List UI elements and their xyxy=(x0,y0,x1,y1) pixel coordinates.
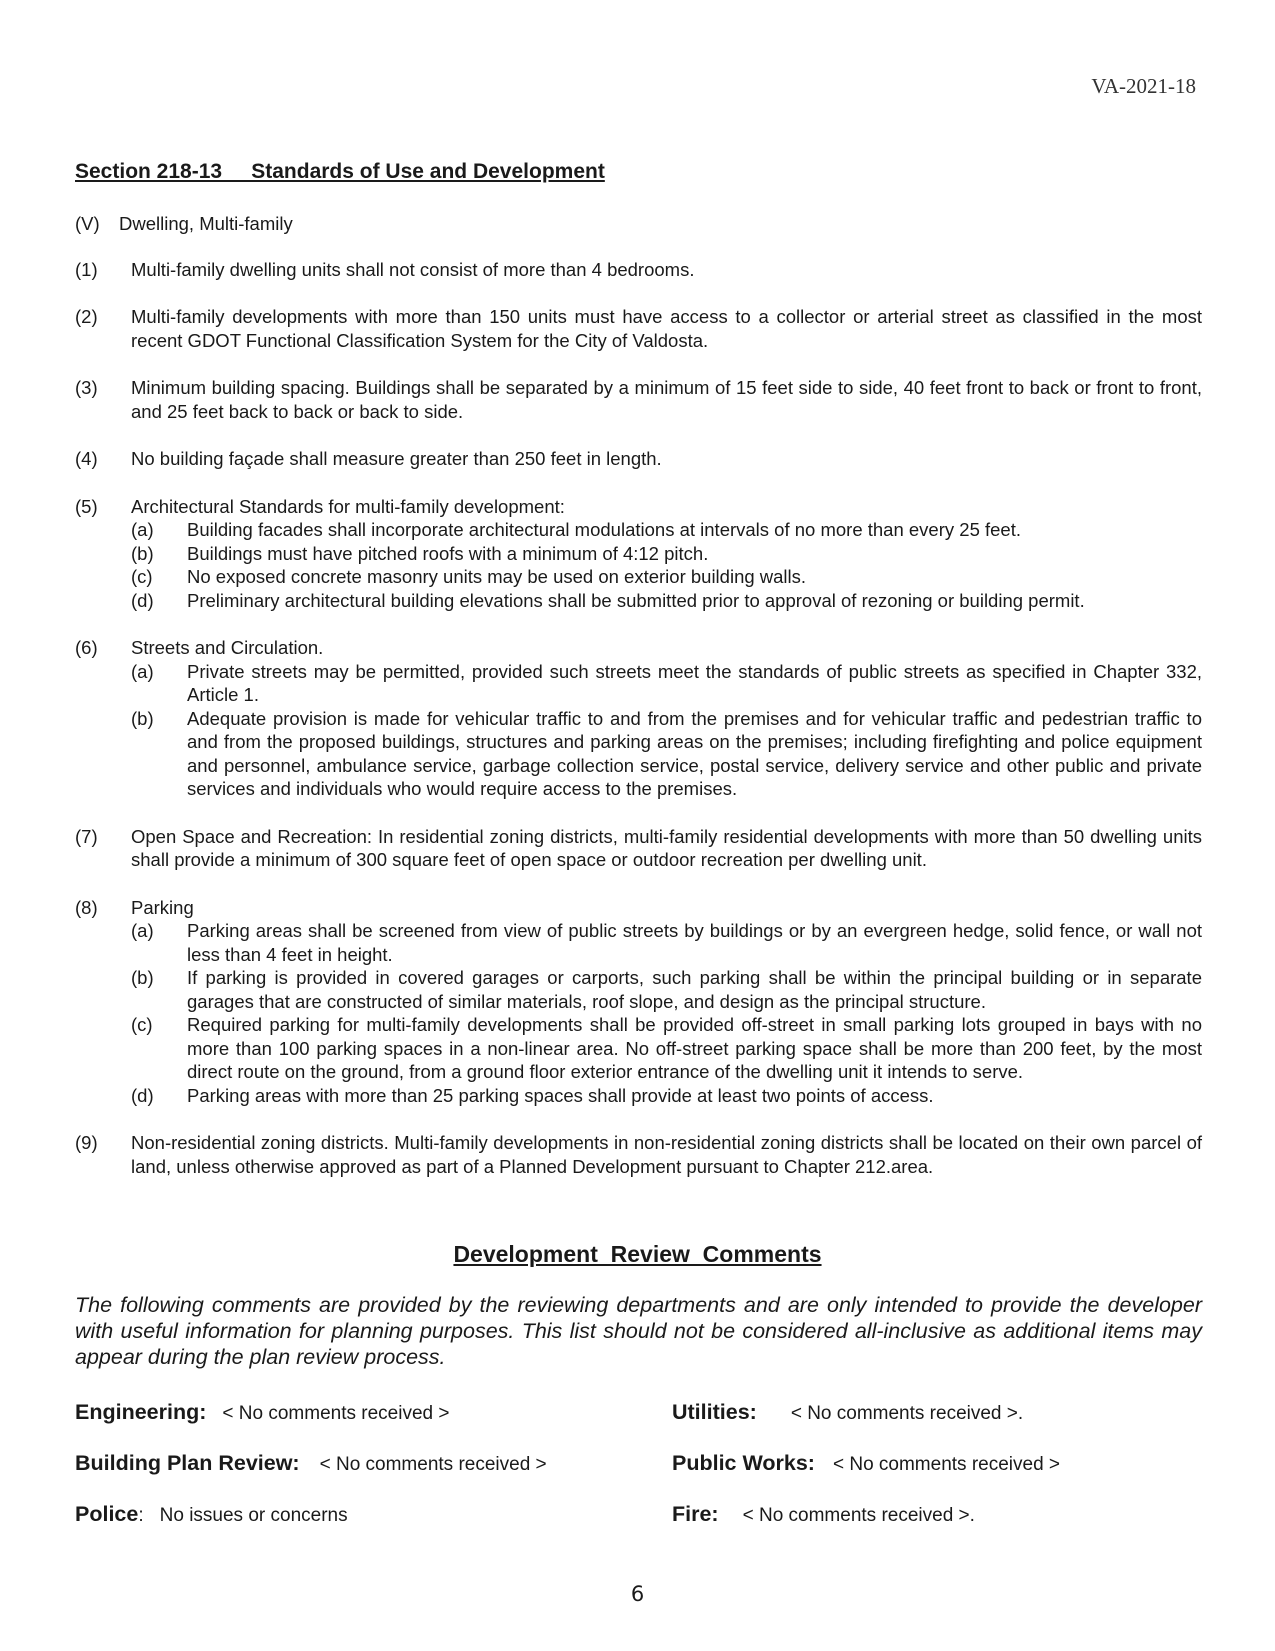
item-text: Multi-family developments with more than 150 units must have access to a collector or arterial street as classified in the most recent GDOT Functional Classification System for the City of Valdosta. xyxy=(131,306,1202,351)
comment-label-colon: : xyxy=(138,1505,144,1526)
comment-label: Engineering: xyxy=(75,1400,207,1424)
sub-item xyxy=(131,919,1202,966)
comment-value: < No comments received >. xyxy=(790,1403,1024,1424)
sub-item xyxy=(131,518,1202,542)
comment-value: < No comments received > xyxy=(222,1403,450,1424)
comment-label: Police xyxy=(75,1502,139,1526)
sub-text: No exposed concrete masonry units may be used on exterior building walls. xyxy=(187,566,807,587)
sub-text: Parking areas shall be screened from view of public streets by buildings or by an evergreen hedge, solid fence, or wall not less than 4 feet in height. xyxy=(187,920,1202,965)
comment-label: Fire: xyxy=(672,1502,719,1526)
subheading-label: (V) xyxy=(75,213,100,234)
sub-letter: (a) xyxy=(131,519,154,540)
item-9 xyxy=(75,1131,1202,1178)
item-text: Minimum building spacing. Buildings shall be separated by a minimum of 15 feet side to side, 40 feet front to back or front to front, and 25 feet back to back or back to side. xyxy=(131,377,1202,422)
comment-value: < No comments received > xyxy=(832,1454,1061,1475)
sub-letter: (d) xyxy=(131,589,154,611)
sub-item xyxy=(131,660,1202,707)
item-6 xyxy=(75,636,1202,801)
item-text: Parking xyxy=(131,896,194,918)
review-comments xyxy=(75,1400,1202,1553)
sub-letter: (a) xyxy=(131,920,154,941)
sub-item xyxy=(131,1084,1202,1108)
sub-text: Required parking for multi-family developments shall be provided off-street in small parking lots grouped in bays with no more than 100 parking spaces in a non-linear area. No off-street parking space shall be more than 200 feet, by the most direct route on the ground, from a ground floor exterior entrance of the dwelling unit it intends to serve. xyxy=(187,1014,1202,1082)
comment-public-works xyxy=(672,1451,1060,1476)
item-number: (5) xyxy=(75,495,98,517)
document-id: VA-2021-18 xyxy=(1091,74,1196,98)
subheading-text: Dwelling, Multi-family xyxy=(119,213,293,234)
comment-value: < No comments received > xyxy=(319,1454,547,1475)
item-4 xyxy=(75,447,1202,471)
item-number: (9) xyxy=(75,1132,98,1153)
sub-letter: (b) xyxy=(131,542,154,564)
sub-letter: (b) xyxy=(131,967,154,988)
comment-engineering xyxy=(75,1400,449,1425)
item-text: No building façade shall measure greater than 250 feet in length. xyxy=(131,448,662,469)
item-number: (8) xyxy=(75,896,98,918)
item-text: Multi-family dwelling units shall not consist of more than 4 bedrooms. xyxy=(131,258,695,280)
comment-label: Public Works: xyxy=(672,1451,815,1475)
subheading xyxy=(75,212,1202,236)
item-2 xyxy=(75,305,1202,352)
comment-value: < No comments received >. xyxy=(742,1505,975,1526)
comment-label: Utilities: xyxy=(672,1400,757,1424)
sub-item xyxy=(131,542,1202,566)
comment-fire xyxy=(672,1502,975,1527)
comment-value: No issues or concerns xyxy=(159,1505,348,1526)
item-number: (7) xyxy=(75,825,98,847)
comment-label: Building Plan Review: xyxy=(75,1451,300,1475)
comment-row xyxy=(75,1451,1202,1502)
item-text: Streets and Circulation. xyxy=(131,637,324,658)
review-intro: The following comments are provided by the reviewing departments and are only intended to provide the developer with useful information for planning purposes. This list should not be considered all-inclusive as additional items may appear during the plan review process. xyxy=(75,1293,1202,1369)
item-number: (4) xyxy=(75,448,98,469)
sub-text: Buildings must have pitched roofs with a minimum of 4:12 pitch. xyxy=(187,542,709,564)
item-1 xyxy=(75,258,1202,282)
item-number: (3) xyxy=(75,377,98,398)
page-number: 6 xyxy=(630,1582,645,1606)
sub-item xyxy=(131,707,1202,801)
sub-text: Adequate provision is made for vehicular traffic to and from the premises and for vehicular traffic and pedestrian traffic to and from the proposed buildings, structures and parking areas on the premises; including firefighting and police equipment and personnel, ambulance service, garbage collection service, postal service, delivery service and other public and private services and individuals who would require access to the premises. xyxy=(187,707,1202,799)
sub-text: Preliminary architectural building elevations shall be submitted prior to approval of rezoning or building permit. xyxy=(187,589,1085,611)
item-8 xyxy=(75,896,1202,1108)
item-text: Non-residential zoning districts. Multi-family developments in non-residential zoning districts shall be located on their own parcel of land, unless otherwise approved as part of a Planned Development pursuant to Chapter 212.area. xyxy=(131,1132,1202,1177)
review-title: Development Review Comments xyxy=(453,1241,822,1267)
sub-text: Building facades shall incorporate architectural modulations at intervals of no more than every 25 feet. xyxy=(187,519,1021,540)
item-number: (2) xyxy=(75,306,98,327)
sub-text: If parking is provided in covered garages or carports, such parking shall be within the principal building or in separate garages that are constructed of similar materials, roof slope, and design as the principal structure. xyxy=(187,967,1202,1012)
item-7 xyxy=(75,825,1202,872)
item-number: (6) xyxy=(75,637,98,658)
item-text: Architectural Standards for multi-family development: xyxy=(131,495,565,517)
sub-item xyxy=(131,565,1202,589)
sub-letter: (a) xyxy=(131,660,154,682)
sub-letter: (d) xyxy=(131,1084,154,1106)
sub-text: Parking areas with more than 25 parking spaces shall provide at least two points of access. xyxy=(187,1084,934,1106)
section-content xyxy=(75,212,1202,1202)
sub-letter: (c) xyxy=(131,1014,153,1035)
item-number: (1) xyxy=(75,258,98,280)
comment-row xyxy=(75,1400,1202,1451)
section-title: Section 218-13 Standards of Use and Development xyxy=(75,160,605,183)
sub-letter: (b) xyxy=(131,707,154,729)
comment-row xyxy=(75,1502,1202,1553)
sub-letter: (c) xyxy=(131,566,153,587)
item-5 xyxy=(75,495,1202,613)
comment-police xyxy=(75,1502,348,1527)
sub-item xyxy=(131,966,1202,1013)
sub-item xyxy=(131,589,1202,613)
comment-utilities xyxy=(672,1400,1023,1425)
sub-text: Private streets may be permitted, provided such streets meet the standards of public streets as specified in Chapter 332, Article 1. xyxy=(187,660,1202,705)
sub-item xyxy=(131,1013,1202,1084)
item-3 xyxy=(75,376,1202,423)
comment-building-plan-review xyxy=(75,1451,547,1476)
item-text: Open Space and Recreation: In residential zoning districts, multi-family residential developments with more than 50 dwelling units shall provide a minimum of 300 square feet of open space or outdoor recreation per dwelling unit. xyxy=(131,825,1202,870)
